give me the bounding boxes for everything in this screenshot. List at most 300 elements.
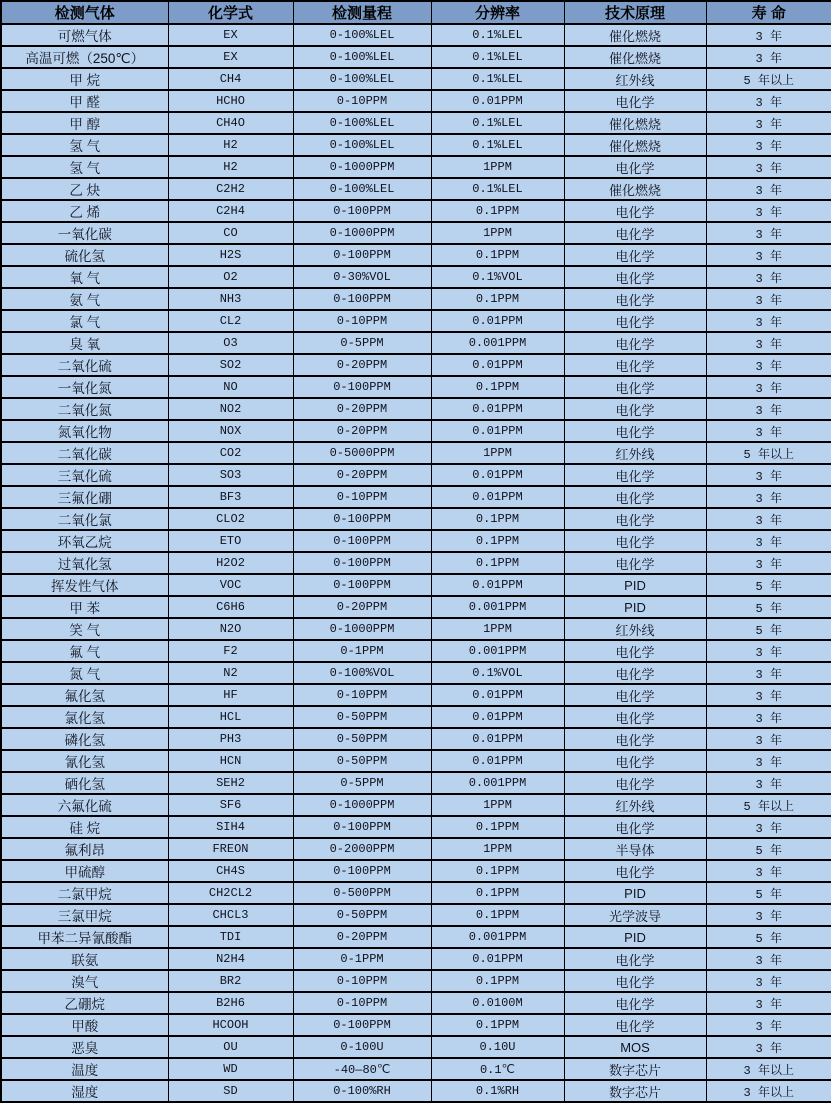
cell-formula: SD (168, 1080, 293, 1102)
cell-range: 0-20PPM (293, 354, 431, 376)
cell-gas-name: 温度 (1, 1058, 168, 1080)
cell-resolution: 1PPM (431, 618, 564, 640)
cell-lifetime: 3 年 (706, 772, 831, 794)
cell-resolution: 0.1PPM (431, 552, 564, 574)
cell-lifetime: 3 年 (706, 310, 831, 332)
table-row (1, 420, 831, 442)
cell-lifetime: 3 年 (706, 244, 831, 266)
cell-lifetime: 3 年 (706, 706, 831, 728)
cell-lifetime: 3 年 (706, 178, 831, 200)
cell-range: 0-1PPM (293, 948, 431, 970)
cell-lifetime: 3 年 (706, 200, 831, 222)
cell-principle: 电化学 (564, 552, 706, 574)
cell-formula: EX (168, 46, 293, 68)
cell-principle: 电化学 (564, 90, 706, 112)
cell-range: 0-100%LEL (293, 178, 431, 200)
cell-lifetime: 3 年 (706, 90, 831, 112)
cell-formula: H2 (168, 156, 293, 178)
header-principle: 技术原理 (564, 1, 706, 24)
cell-formula: NH3 (168, 288, 293, 310)
cell-principle: 电化学 (564, 376, 706, 398)
cell-gas-name: 氮氧化物 (1, 420, 168, 442)
cell-resolution: 0.01PPM (431, 728, 564, 750)
table-row (1, 156, 831, 178)
table-row (1, 222, 831, 244)
cell-lifetime: 5 年 (706, 926, 831, 948)
cell-lifetime: 3 年 (706, 464, 831, 486)
cell-principle: 催化燃烧 (564, 24, 706, 46)
cell-lifetime: 3 年 (706, 222, 831, 244)
cell-gas-name: 溴气 (1, 970, 168, 992)
cell-gas-name: 氯 气 (1, 310, 168, 332)
cell-resolution: 0.1%RH (431, 1080, 564, 1102)
cell-gas-name: 一氧化碳 (1, 222, 168, 244)
cell-lifetime: 3 年 (706, 398, 831, 420)
cell-resolution: 0.1%VOL (431, 662, 564, 684)
cell-formula: BR2 (168, 970, 293, 992)
cell-range: 0-100PPM (293, 288, 431, 310)
table-row (1, 376, 831, 398)
table-row (1, 816, 831, 838)
cell-formula: H2 (168, 134, 293, 156)
cell-formula: TDI (168, 926, 293, 948)
cell-lifetime: 5 年 (706, 618, 831, 640)
table-row (1, 24, 831, 46)
cell-lifetime: 5 年以上 (706, 442, 831, 464)
cell-gas-name: 磷化氢 (1, 728, 168, 750)
cell-lifetime: 3 年 (706, 750, 831, 772)
table-row (1, 662, 831, 684)
cell-lifetime: 5 年 (706, 882, 831, 904)
cell-lifetime: 3 年 (706, 1036, 831, 1058)
cell-formula: C6H6 (168, 596, 293, 618)
cell-gas-name: 甲硫醇 (1, 860, 168, 882)
cell-gas-name: 氧 气 (1, 266, 168, 288)
table-row (1, 574, 831, 596)
cell-resolution: 0.1%LEL (431, 134, 564, 156)
cell-formula: N2H4 (168, 948, 293, 970)
cell-principle: 电化学 (564, 354, 706, 376)
cell-principle: 光学波导 (564, 904, 706, 926)
cell-principle: 电化学 (564, 200, 706, 222)
cell-principle: MOS (564, 1036, 706, 1058)
cell-range: 0-50PPM (293, 750, 431, 772)
cell-gas-name: 甲 苯 (1, 596, 168, 618)
table-row (1, 332, 831, 354)
cell-formula: SIH4 (168, 816, 293, 838)
cell-resolution: 0.01PPM (431, 90, 564, 112)
cell-range: 0-5000PPM (293, 442, 431, 464)
header-lifetime: 寿 命 (706, 1, 831, 24)
cell-resolution: 0.001PPM (431, 926, 564, 948)
table-row (1, 354, 831, 376)
cell-principle: 催化燃烧 (564, 46, 706, 68)
cell-principle: 电化学 (564, 816, 706, 838)
table-row (1, 904, 831, 926)
table-row (1, 684, 831, 706)
cell-principle: 数字芯片 (564, 1080, 706, 1102)
cell-lifetime: 3 年 (706, 332, 831, 354)
cell-gas-name: 氟化氢 (1, 684, 168, 706)
cell-range: 0-1000PPM (293, 156, 431, 178)
cell-gas-name: 三氯甲烷 (1, 904, 168, 926)
cell-principle: 电化学 (564, 992, 706, 1014)
cell-formula: B2H6 (168, 992, 293, 1014)
cell-resolution: 0.1PPM (431, 530, 564, 552)
cell-principle: 催化燃烧 (564, 178, 706, 200)
cell-principle: 数字芯片 (564, 1058, 706, 1080)
header-range: 检测量程 (293, 1, 431, 24)
cell-range: 0-50PPM (293, 904, 431, 926)
cell-formula: ETO (168, 530, 293, 552)
cell-range: 0-10PPM (293, 970, 431, 992)
cell-range: 0-100PPM (293, 552, 431, 574)
cell-range: 0-100PPM (293, 244, 431, 266)
table-row (1, 134, 831, 156)
cell-resolution: 0.10U (431, 1036, 564, 1058)
cell-principle: 电化学 (564, 706, 706, 728)
cell-resolution: 0.0100M (431, 992, 564, 1014)
cell-gas-name: 过氧化氢 (1, 552, 168, 574)
header-row (1, 1, 831, 24)
table-row (1, 772, 831, 794)
cell-resolution: 0.1PPM (431, 508, 564, 530)
cell-formula: HF (168, 684, 293, 706)
cell-lifetime: 5 年 (706, 574, 831, 596)
table-body (1, 24, 831, 1102)
cell-lifetime: 3 年 (706, 816, 831, 838)
cell-resolution: 1PPM (431, 156, 564, 178)
cell-lifetime: 3 年 (706, 992, 831, 1014)
cell-range: 0-10PPM (293, 486, 431, 508)
table-row (1, 90, 831, 112)
cell-gas-name: 联氨 (1, 948, 168, 970)
cell-range: 0-10PPM (293, 90, 431, 112)
cell-resolution: 0.01PPM (431, 398, 564, 420)
cell-formula: CHCL3 (168, 904, 293, 926)
cell-principle: 电化学 (564, 420, 706, 442)
table-row (1, 794, 831, 816)
cell-principle: 电化学 (564, 728, 706, 750)
cell-lifetime: 3 年 (706, 134, 831, 156)
cell-range: 0-5PPM (293, 332, 431, 354)
cell-principle: 电化学 (564, 266, 706, 288)
cell-resolution: 1PPM (431, 838, 564, 860)
cell-gas-name: 挥发性气体 (1, 574, 168, 596)
table-row (1, 398, 831, 420)
cell-range: 0-1000PPM (293, 222, 431, 244)
cell-gas-name: 臭 氧 (1, 332, 168, 354)
cell-resolution: 0.01PPM (431, 420, 564, 442)
cell-principle: 电化学 (564, 508, 706, 530)
cell-resolution: 0.001PPM (431, 772, 564, 794)
cell-principle: 红外线 (564, 794, 706, 816)
table-row (1, 464, 831, 486)
table-row (1, 640, 831, 662)
cell-lifetime: 3 年 (706, 860, 831, 882)
cell-principle: 红外线 (564, 618, 706, 640)
cell-principle: 电化学 (564, 288, 706, 310)
cell-resolution: 0.1PPM (431, 882, 564, 904)
cell-resolution: 0.01PPM (431, 706, 564, 728)
cell-lifetime: 3 年 (706, 156, 831, 178)
cell-formula: C2H4 (168, 200, 293, 222)
table-row (1, 266, 831, 288)
cell-range: 0-100%LEL (293, 112, 431, 134)
cell-gas-name: 甲 醇 (1, 112, 168, 134)
header-formula: 化学式 (168, 1, 293, 24)
cell-lifetime: 5 年 (706, 838, 831, 860)
cell-range: 0-1000PPM (293, 618, 431, 640)
cell-gas-name: 二氧化碳 (1, 442, 168, 464)
cell-principle: 电化学 (564, 662, 706, 684)
table-row (1, 926, 831, 948)
cell-principle: 电化学 (564, 464, 706, 486)
table-row (1, 1058, 831, 1080)
cell-resolution: 0.1%LEL (431, 46, 564, 68)
cell-resolution: 0.1℃ (431, 1058, 564, 1080)
cell-resolution: 0.01PPM (431, 354, 564, 376)
table-row (1, 178, 831, 200)
cell-gas-name: 乙硼烷 (1, 992, 168, 1014)
cell-range: 0-100%LEL (293, 68, 431, 90)
table-row (1, 508, 831, 530)
cell-range: 0-10PPM (293, 310, 431, 332)
table-row (1, 46, 831, 68)
cell-gas-name: 甲 烷 (1, 68, 168, 90)
cell-range: 0-1PPM (293, 640, 431, 662)
cell-gas-name: 三氟化硼 (1, 486, 168, 508)
cell-gas-name: 硅 烷 (1, 816, 168, 838)
cell-principle: 电化学 (564, 970, 706, 992)
cell-range: 0-30%VOL (293, 266, 431, 288)
cell-gas-name: 氢 气 (1, 156, 168, 178)
cell-gas-name: 氯化氢 (1, 706, 168, 728)
header-resolution: 分辨率 (431, 1, 564, 24)
cell-gas-name: 湿度 (1, 1080, 168, 1102)
cell-resolution: 0.1PPM (431, 376, 564, 398)
cell-formula: SO3 (168, 464, 293, 486)
table-row (1, 486, 831, 508)
cell-resolution: 0.1%LEL (431, 24, 564, 46)
cell-formula: WD (168, 1058, 293, 1080)
cell-range: 0-100PPM (293, 816, 431, 838)
table-row (1, 750, 831, 772)
cell-gas-name: 氨 气 (1, 288, 168, 310)
table-row (1, 552, 831, 574)
cell-formula: NOX (168, 420, 293, 442)
cell-resolution: 1PPM (431, 222, 564, 244)
cell-gas-name: 乙 烯 (1, 200, 168, 222)
cell-range: 0-10PPM (293, 992, 431, 1014)
cell-formula: HCN (168, 750, 293, 772)
cell-formula: HCOOH (168, 1014, 293, 1036)
cell-gas-name: 笑 气 (1, 618, 168, 640)
cell-principle: 电化学 (564, 750, 706, 772)
cell-resolution: 0.001PPM (431, 596, 564, 618)
cell-formula: CH2CL2 (168, 882, 293, 904)
table-row (1, 970, 831, 992)
cell-formula: O2 (168, 266, 293, 288)
cell-principle: 电化学 (564, 156, 706, 178)
cell-principle: 电化学 (564, 486, 706, 508)
cell-lifetime: 3 年 (706, 948, 831, 970)
cell-formula: CLO2 (168, 508, 293, 530)
cell-range: 0-10PPM (293, 684, 431, 706)
cell-principle: 电化学 (564, 310, 706, 332)
cell-range: 0-500PPM (293, 882, 431, 904)
cell-gas-name: 甲酸 (1, 1014, 168, 1036)
cell-resolution: 0.1PPM (431, 244, 564, 266)
cell-lifetime: 3 年 (706, 288, 831, 310)
cell-formula: CO2 (168, 442, 293, 464)
cell-principle: PID (564, 596, 706, 618)
cell-range: 0-20PPM (293, 420, 431, 442)
cell-formula: F2 (168, 640, 293, 662)
cell-range: 0-100PPM (293, 376, 431, 398)
table-row (1, 596, 831, 618)
cell-principle: 电化学 (564, 332, 706, 354)
cell-formula: VOC (168, 574, 293, 596)
cell-resolution: 0.01PPM (431, 310, 564, 332)
cell-formula: CH4S (168, 860, 293, 882)
table-row (1, 882, 831, 904)
cell-gas-name: 甲苯二异氰酸酯 (1, 926, 168, 948)
cell-principle: 电化学 (564, 948, 706, 970)
cell-lifetime: 3 年 (706, 530, 831, 552)
cell-range: 0-100PPM (293, 860, 431, 882)
cell-principle: 红外线 (564, 442, 706, 464)
table-row (1, 244, 831, 266)
cell-resolution: 0.01PPM (431, 948, 564, 970)
cell-gas-name: 环氧乙烷 (1, 530, 168, 552)
table-row (1, 992, 831, 1014)
cell-lifetime: 3 年 (706, 46, 831, 68)
cell-formula: NO (168, 376, 293, 398)
cell-gas-name: 甲 醛 (1, 90, 168, 112)
cell-resolution: 0.1%LEL (431, 178, 564, 200)
cell-range: 0-2000PPM (293, 838, 431, 860)
cell-lifetime: 3 年 (706, 640, 831, 662)
cell-principle: 电化学 (564, 530, 706, 552)
cell-formula: CL2 (168, 310, 293, 332)
table-row (1, 288, 831, 310)
table-row (1, 860, 831, 882)
cell-lifetime: 3 年 (706, 486, 831, 508)
cell-gas-name: 二氧化氯 (1, 508, 168, 530)
table-row (1, 706, 831, 728)
table-row (1, 200, 831, 222)
cell-formula: H2O2 (168, 552, 293, 574)
cell-formula: HCL (168, 706, 293, 728)
table-row (1, 1014, 831, 1036)
cell-range: 0-100U (293, 1036, 431, 1058)
cell-formula: CO (168, 222, 293, 244)
cell-range: 0-100%VOL (293, 662, 431, 684)
cell-gas-name: 高温可燃（250℃） (1, 46, 168, 68)
cell-principle: 催化燃烧 (564, 134, 706, 156)
cell-range: 0-20PPM (293, 926, 431, 948)
cell-range: 0-100%RH (293, 1080, 431, 1102)
cell-formula: CH4 (168, 68, 293, 90)
cell-gas-name: 氰化氢 (1, 750, 168, 772)
cell-lifetime: 3 年 (706, 420, 831, 442)
cell-resolution: 0.01PPM (431, 574, 564, 596)
cell-gas-name: 氟利昂 (1, 838, 168, 860)
cell-lifetime: 3 年 (706, 24, 831, 46)
cell-range: 0-100PPM (293, 1014, 431, 1036)
cell-formula: N2O (168, 618, 293, 640)
cell-formula: SO2 (168, 354, 293, 376)
cell-resolution: 0.1PPM (431, 970, 564, 992)
cell-lifetime: 3 年 (706, 376, 831, 398)
cell-range: 0-100PPM (293, 200, 431, 222)
cell-gas-name: 二氧化硫 (1, 354, 168, 376)
cell-lifetime: 3 年以上 (706, 1080, 831, 1102)
cell-resolution: 0.1%LEL (431, 68, 564, 90)
cell-resolution: 0.1PPM (431, 200, 564, 222)
cell-range: 0-100%LEL (293, 46, 431, 68)
table-row (1, 618, 831, 640)
cell-range: 0-50PPM (293, 728, 431, 750)
cell-gas-name: 恶臭 (1, 1036, 168, 1058)
cell-lifetime: 3 年 (706, 354, 831, 376)
cell-gas-name: 六氟化硫 (1, 794, 168, 816)
cell-lifetime: 3 年 (706, 552, 831, 574)
cell-range: 0-100%LEL (293, 134, 431, 156)
cell-lifetime: 3 年 (706, 970, 831, 992)
cell-lifetime: 3 年以上 (706, 1058, 831, 1080)
cell-formula: NO2 (168, 398, 293, 420)
cell-gas-name: 硒化氢 (1, 772, 168, 794)
cell-gas-name: 硫化氢 (1, 244, 168, 266)
cell-gas-name: 氢 气 (1, 134, 168, 156)
cell-formula: CH4O (168, 112, 293, 134)
cell-gas-name: 二氧化氮 (1, 398, 168, 420)
cell-range: 0-100%LEL (293, 24, 431, 46)
cell-resolution: 0.01PPM (431, 750, 564, 772)
cell-resolution: 0.01PPM (431, 684, 564, 706)
cell-formula: N2 (168, 662, 293, 684)
cell-range: 0-100PPM (293, 508, 431, 530)
cell-lifetime: 5 年 (706, 596, 831, 618)
header-detect-gas: 检测气体 (1, 1, 168, 24)
table-row (1, 442, 831, 464)
cell-resolution: 0.1PPM (431, 1014, 564, 1036)
cell-resolution: 0.1PPM (431, 904, 564, 926)
cell-lifetime: 3 年 (706, 684, 831, 706)
cell-gas-name: 氮 气 (1, 662, 168, 684)
cell-lifetime: 5 年以上 (706, 68, 831, 90)
cell-principle: PID (564, 882, 706, 904)
cell-resolution: 0.01PPM (431, 464, 564, 486)
cell-resolution: 0.01PPM (431, 486, 564, 508)
cell-principle: PID (564, 574, 706, 596)
cell-resolution: 0.1%VOL (431, 266, 564, 288)
cell-range: 0-20PPM (293, 398, 431, 420)
cell-resolution: 0.1%LEL (431, 112, 564, 134)
table-row (1, 948, 831, 970)
table-row (1, 1036, 831, 1058)
cell-principle: 电化学 (564, 640, 706, 662)
cell-range: 0-20PPM (293, 596, 431, 618)
cell-formula: FREON (168, 838, 293, 860)
cell-formula: H2S (168, 244, 293, 266)
table-row (1, 310, 831, 332)
cell-principle: 电化学 (564, 772, 706, 794)
cell-formula: SEH2 (168, 772, 293, 794)
cell-gas-name: 三氧化硫 (1, 464, 168, 486)
